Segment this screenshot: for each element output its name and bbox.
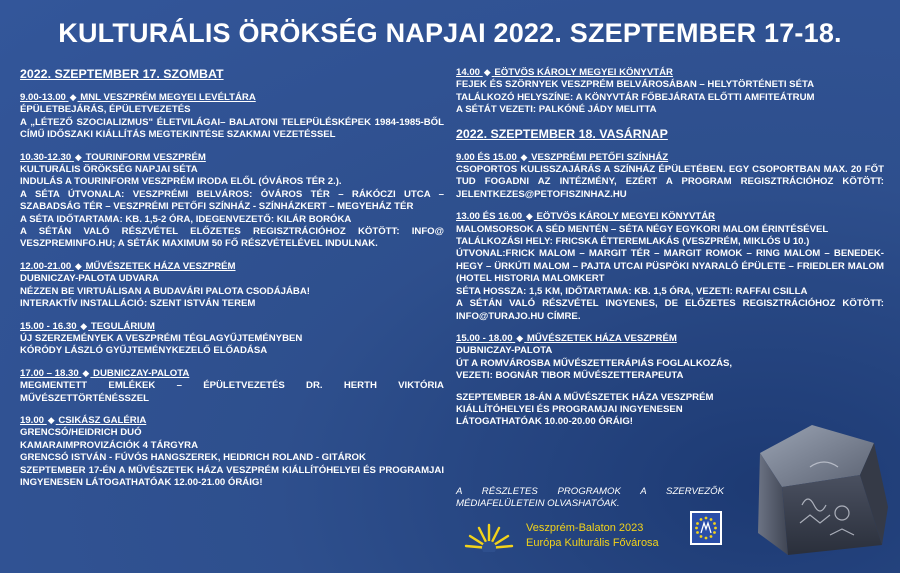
event-line: TALÁLKOZÓ HELYSZÍNE: A KÖNYVTÁR FŐBEJÁRATA ELŐTTI AMFITEÁTRUM <box>456 91 815 103</box>
logo-line2: Európa Kulturális Fővárosa <box>526 537 659 549</box>
event-time: 9.00 ÉS 15.00 <box>456 151 517 163</box>
page-title: KULTURÁLIS ÖRÖKSÉG NAPJAI 2022. SZEPTEMBER 17-18. <box>58 18 842 48</box>
event-header <box>20 151 444 164</box>
event-item <box>20 414 444 489</box>
eu-flag-icon <box>690 511 722 545</box>
event-line: VEZETI: BOGNÁR TIBOR MŰVÉSZETTERAPEUTA <box>456 370 684 382</box>
event-header <box>456 151 884 164</box>
event-header <box>20 91 444 104</box>
event-line: NÉZZEN BE VIRTUÁLISAN A BUDAVÁRI PALOTA CSODÁJÁBA! <box>20 285 310 297</box>
diamond-icon: ◆ <box>483 67 491 77</box>
day2-heading: 2022. SZEPTEMBER 18. VASÁRNAP <box>456 126 668 141</box>
event-item <box>456 66 884 117</box>
event-place: MŰVÉSZETEK HÁZA VESZPRÉM <box>526 332 677 344</box>
event-line: KULTURÁLIS ÖRÖKSÉG NAPJAI SÉTA <box>20 164 198 176</box>
free-notice-line: SZEPTEMBER 18-ÁN A MŰVÉSZETEK HÁZA VESZPRÉM <box>456 391 714 403</box>
event-header <box>20 320 444 333</box>
event-item <box>456 151 884 202</box>
diamond-icon: ◆ <box>74 260 82 271</box>
event-line: KÓRÓDY LÁSZLÓ GYŰJTEMÉNYKEZELŐ ELŐADÁSA <box>20 345 268 357</box>
event-time: 15.00 - 18.00 <box>456 332 513 344</box>
free-notice-line: KIÁLLÍTÓHELYEI ÉS PROGRAMJAI INGYENESEN <box>456 403 683 415</box>
logo-line1: Veszprém-Balaton 2023 <box>526 522 644 534</box>
diamond-icon: ◆ <box>69 92 77 102</box>
event-line: INDULÁS A TOURINFORM VESZPRÉM IRODA ELŐL (ÓVÁROS TÉR 2.). <box>20 176 342 188</box>
diamond-icon: ◆ <box>520 151 528 162</box>
details-note: A RÉSZLETES PROGRAMOK A SZERVEZŐK MÉDIAFELÜLETEIN OLVASHATÓAK. <box>456 486 724 510</box>
event-place: TOURINFORM VESZPRÉM <box>85 151 206 163</box>
event-header <box>456 66 884 79</box>
event-line: SÉTA HOSSZA: 1,5 KM, IDŐTARTAMA: KB. 1,5 ÓRA, VEZETI: RAFFAI CSILLA <box>456 285 808 297</box>
diamond-icon: ◆ <box>82 367 90 378</box>
event-item <box>20 91 444 142</box>
event-line: SZEPTEMBER 17-ÉN A MŰVÉSZETEK HÁZA VESZPRÉM KIÁLLÍTÓHELYEI ÉS PROGRAMJAI INGYENESEN LÁTOGATHATÓAK 12.00-21.00 ÓRÁIG! <box>20 464 444 488</box>
event-time: 19.00 <box>20 414 45 426</box>
event-item <box>20 320 444 358</box>
right-column <box>456 66 884 438</box>
event-line: ÚJ SZERZEMÉNYEK A VESZPRÉMI TÉGLAGYŰJTEMÉNYBEN <box>20 332 303 344</box>
diamond-icon: ◆ <box>80 320 88 331</box>
event-line: A SÉTÁT VEZETI: PALKÓNÉ JÁDY MELITTA <box>456 104 657 116</box>
event-time: 10.30-12.30 <box>20 151 72 163</box>
event-line: KAMARAIMPROVIZÁCIÓK 4 TÁRGYRA <box>20 439 199 451</box>
event-time: 17.00 – 18.30 <box>20 367 79 379</box>
diamond-icon: ◆ <box>47 414 55 425</box>
event-line: FEJEK ÉS SZÖRNYEK VESZPRÉM BELVÁROSÁBAN – HELYTÖRTÉNETI SÉTA <box>456 79 815 91</box>
event-line: A SÉTA ÚTVONALA: VESZPRÉMI BELVÁROS: ÓVÁROS TÉR – RÁKÓCZI UTCA – SZABADSÁG TÉR – VESZPRÉMI PETŐFI SZÍNHÁZ - SZÍNHÁZKERT – MEGYEHÁZ TÉR <box>20 188 444 213</box>
carved-stone-image <box>742 395 892 565</box>
event-line: A SÉTÁN VALÓ RÉSZVÉTEL INGYENES, DE ELŐZETES REGISZTRÁCIÓHOZ KÖTÖTT: INFO@TURAJO.HU CÍMRE. <box>456 298 884 322</box>
event-line: ÉPÜLETBEJÁRÁS, ÉPÜLETVEZETÉS <box>20 104 191 116</box>
event-time: 15.00 - 16.30 <box>20 320 77 332</box>
event-line: A SÉTÁN VALÓ RÉSZVÉTEL ELŐZETES REGISZTRÁCIÓHOZ KÖTÖTT: INFO@ VESZPREMINFO.HU; A SÉTÁK MAXIMUM 50 FŐ RÉSZVÉTELÉVEL INDULNAK. <box>20 226 444 250</box>
diamond-icon: ◆ <box>516 332 524 343</box>
event-header <box>20 414 444 427</box>
event-line: MALOMSORSOK A SÉD MENTÉN – SÉTA NÉGY EGYKORI MALOM ÉRINTÉSÉVEL <box>456 223 829 235</box>
event-time: 9.00-13.00 <box>20 92 66 103</box>
event-line: DUBNICZAY-PALOTA UDVARA <box>20 273 159 285</box>
event-line: ÚTVONAL:FRICK MALOM – MARGIT TÉR – MARGIT ROMOK – RING MALOM – BENEDEK-HEGY – ÜRKÚTI MALOM – PAJTA UTCAI PÜSPÖKI NYARALÓ ÉPÜLETE – FRIEDLER MALOM (HOTEL HISTORIA MALOMKERT <box>456 248 884 285</box>
day2-events <box>456 151 884 383</box>
event-line: GRENCSÓ ISTVÁN - FÚVÓS HANGSZEREK, HEIDRICH ROLAND - GITÁROK <box>20 452 366 464</box>
day1-continued-events <box>456 66 884 117</box>
event-place: VESZPRÉMI PETŐFI SZÍNHÁZ <box>531 151 669 163</box>
diamond-icon: ◆ <box>74 151 82 162</box>
event-item <box>20 151 444 251</box>
event-time: 12.00-21.00 <box>20 260 72 272</box>
event-line: ÚT A ROMVÁROSBA MŰVÉSZETTERÁPIÁS FOGLALKOZÁS, <box>456 357 733 369</box>
event-line: CSOPORTOS KULISSZAJÁRÁS A SZÍNHÁZ ÉPÜLETÉBEN. EGY CSOPORTBAN MAX. 20 FŐT TUD FOGADNI AZ INTÉZMÉNY, EZÉRT A PROGRAM REGISZTRÁCIÓHOZ KÖTÖTT: JELENTKEZES@PETOFISZINHAZ.HU <box>456 164 884 200</box>
event-line: TALÁLKOZÁSI HELY: FRICSKA ÉTTEREMLAKÁS (VESZPRÉM, MIKLÓS U 10.) <box>456 236 810 248</box>
veszprem-balaton-logo <box>456 518 686 552</box>
event-item <box>456 210 884 323</box>
event-place: EÖTVÖS KÁROLY MEGYEI KÖNYVTÁR <box>494 67 673 78</box>
free-notice-line: LÁTOGATHATÓAK 10.00-20.00 ÓRÁIG! <box>456 416 633 428</box>
event-line: A „LÉTEZŐ SZOCIALIZMUS" ÉLETVILÁGAI– BALATONI TELEPÜLÉSKÉPEK 1984-1985-BŐL CÍMŰ IDŐSZAKI KIÁLLÍTÁS MEGTEKINTÉSE SZAKMAI VEZETÉSSEL <box>20 116 444 141</box>
diamond-icon: ◆ <box>525 211 533 222</box>
event-place: TEGULÁRIUM <box>90 320 155 332</box>
event-place: EÖTVÖS KÁROLY MEGYEI KÖNYVTÁR <box>536 211 716 223</box>
sunburst-icon <box>460 522 518 552</box>
day1-events <box>20 91 444 489</box>
event-item <box>20 260 444 311</box>
event-header <box>456 332 884 345</box>
event-place: MNL VESZPRÉM MEGYEI LEVÉLTÁRA <box>80 92 256 103</box>
event-item <box>456 332 884 383</box>
event-header <box>20 260 444 273</box>
event-header <box>456 210 884 223</box>
event-line: DUBNICZAY-PALOTA <box>456 345 553 357</box>
event-time: 14.00 <box>456 67 481 78</box>
left-column <box>20 66 444 498</box>
event-line: INTERAKTÍV INSTALLÁCIÓ: SZENT ISTVÁN TEREM <box>20 298 256 310</box>
event-place: CSIKÁSZ GALÉRIA <box>58 414 147 426</box>
event-time: 13.00 ÉS 16.00 <box>456 211 523 223</box>
event-item <box>20 367 444 405</box>
event-line: A SÉTA IDŐTARTAMA: KB. 1,5-2 ÓRA, IDEGENVEZETŐ: KILÁR BORÓKA <box>20 213 352 225</box>
event-line: MEGMENTETT EMLÉKEK – ÉPÜLETVEZETÉS DR. HERTH VIKTÓRIA MŰVÉSZETTÖRTÉNÉSSZEL <box>20 380 444 404</box>
event-header <box>20 367 444 380</box>
event-line: GRENCSÓ/HEIDRICH DUÓ <box>20 427 142 439</box>
event-place: MŰVÉSZETEK HÁZA VESZPRÉM <box>85 260 236 272</box>
event-place: DUBNICZAY-PALOTA <box>93 367 190 379</box>
day1-heading: 2022. SZEPTEMBER 17. SZOMBAT <box>20 67 224 81</box>
